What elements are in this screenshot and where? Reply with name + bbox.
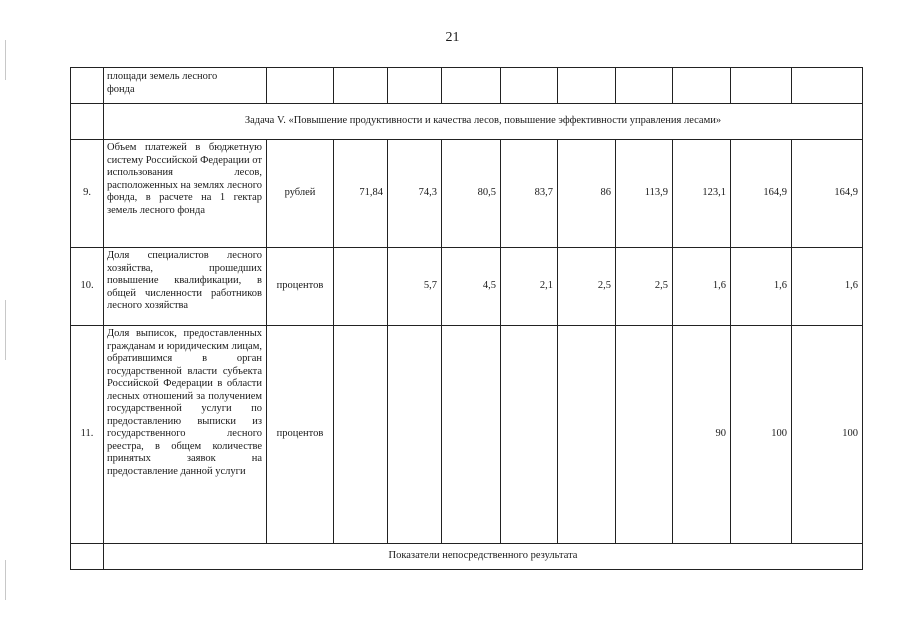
- value-cell: 86: [558, 140, 616, 248]
- value-cell: [558, 326, 616, 544]
- value-cell: 83,7: [501, 140, 558, 248]
- value-cell: [792, 68, 863, 104]
- value-cell: 90: [673, 326, 731, 544]
- value-cell: 71,84: [334, 140, 388, 248]
- row-number-cell: 10.: [71, 248, 104, 326]
- scan-edge-mark: [5, 300, 6, 360]
- value-cell: 5,7: [388, 248, 442, 326]
- table-row-10: [71, 248, 863, 326]
- value-cell: 164,9: [731, 140, 792, 248]
- unit-cell: [267, 68, 334, 104]
- value-cell: 113,9: [616, 140, 673, 248]
- value-cell: [501, 326, 558, 544]
- value-cell: 164,9: [792, 140, 863, 248]
- value-cell: [673, 68, 731, 104]
- indicator-cell: Доля выписок, предоставленных гражданам и юридическим лицам, обратившимся в орган государственной власти субъекта Российской Федерации в области лесных отношений за получением государственной услуги по предоставлению выписки из государственного лесного реестра, в общем количестве принятых заявок на предоставление данной услуги: [104, 326, 267, 544]
- value-cell: 1,6: [673, 248, 731, 326]
- value-cell: 1,6: [792, 248, 863, 326]
- indicator-cell: площади земель лесного фонда: [104, 68, 267, 104]
- table-row-continued: [71, 68, 863, 104]
- row-number-cell: [71, 68, 104, 104]
- value-cell: [442, 68, 501, 104]
- indicator-cell: Объем платежей в бюджетную систему Российской Федерации от использования лесов, расположенных на землях лесного фонда, в расчете на 1 гектар земель лесного фонда: [104, 140, 267, 248]
- value-cell: [334, 248, 388, 326]
- value-cell: [334, 326, 388, 544]
- value-cell: [616, 68, 673, 104]
- value-cell: 1,6: [731, 248, 792, 326]
- value-cell: [558, 68, 616, 104]
- value-cell: [334, 68, 388, 104]
- table-row-section-task-v: [71, 104, 863, 140]
- row-number-cell: [71, 544, 104, 570]
- value-cell: [442, 326, 501, 544]
- value-cell: 74,3: [388, 140, 442, 248]
- table-row-9: [71, 140, 863, 248]
- scan-edge-mark: [5, 560, 6, 600]
- scan-edge-mark: [5, 40, 6, 80]
- row-number-cell: 11.: [71, 326, 104, 544]
- value-cell: 2,1: [501, 248, 558, 326]
- value-cell: [731, 68, 792, 104]
- value-cell: [388, 68, 442, 104]
- unit-cell: процентов: [267, 248, 334, 326]
- indicators-table: [70, 67, 863, 570]
- value-cell: 100: [792, 326, 863, 544]
- value-cell: 4,5: [442, 248, 501, 326]
- value-cell: 100: [731, 326, 792, 544]
- indicator-cell: Доля специалистов лесного хозяйства, прошедших повышение квалификации, в общей численности работников лесного хозяйства: [104, 248, 267, 326]
- section-heading: Показатели непосредственного результата: [104, 544, 863, 570]
- value-cell: [388, 326, 442, 544]
- unit-cell: рублей: [267, 140, 334, 248]
- unit-cell: процентов: [267, 326, 334, 544]
- table-row-11: [71, 326, 863, 544]
- table-row-section-results: [71, 544, 863, 570]
- value-cell: 80,5: [442, 140, 501, 248]
- section-heading: Задача V. «Повышение продуктивности и качества лесов, повышение эффективности управления лесами»: [104, 104, 863, 140]
- value-cell: 2,5: [558, 248, 616, 326]
- value-cell: 2,5: [616, 248, 673, 326]
- value-cell: [616, 326, 673, 544]
- value-cell: 123,1: [673, 140, 731, 248]
- value-cell: [501, 68, 558, 104]
- row-number-cell: [71, 104, 104, 140]
- page-number: 21: [445, 30, 460, 45]
- row-number-cell: 9.: [71, 140, 104, 248]
